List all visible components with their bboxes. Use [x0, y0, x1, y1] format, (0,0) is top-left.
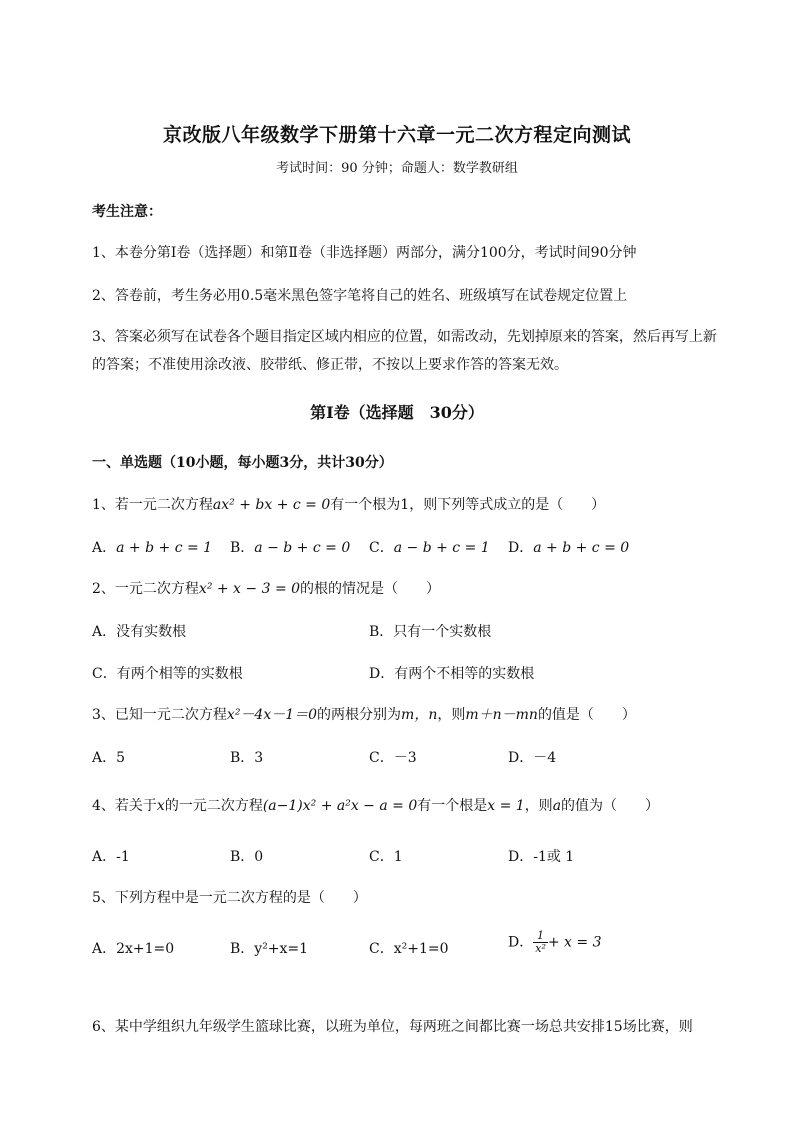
q1-option-a	[92, 537, 212, 557]
q4-option-a: A．-1	[92, 849, 130, 865]
fraction	[533, 930, 548, 955]
question-4-var2: a	[552, 798, 562, 814]
option-text: + x = 3	[547, 934, 602, 951]
question-4-mid: 的一元二次方程	[164, 798, 263, 814]
q3-option-a: A．5	[92, 750, 126, 766]
option-letter: A．	[92, 540, 117, 556]
q4-option-c: C．1	[369, 849, 403, 865]
question-3-mid2: ，则	[437, 707, 466, 723]
question-5: 5、下列方程中是一元二次方程的是（ ）	[92, 890, 367, 906]
question-3-prefix: 3、已知一元二次方程	[92, 707, 227, 723]
question-2-suffix: 的根的情况是（ ）	[300, 581, 441, 597]
question-4	[92, 795, 659, 815]
question-4-formula: (a−1)x² + a²x − a = 0	[262, 798, 418, 814]
option-text: a + b + c = 1	[116, 540, 213, 556]
q1-option-c	[369, 537, 490, 557]
question-3	[92, 704, 636, 724]
notice-item-2: 2、答卷前，考生务必用0.5毫米黑色签字笔将自己的姓名、班级填写在试卷规定位置上	[92, 288, 628, 304]
question-4-mid2: 有一个根是	[417, 798, 488, 814]
option-letter: D．	[508, 934, 534, 951]
question-2-formula: x² + x − 3 = 0	[198, 581, 301, 597]
q4-option-b: B．0	[230, 849, 264, 865]
q2-option-b: B．只有一个实数根	[369, 624, 492, 640]
question-3-expr: m＋n－mn	[465, 707, 538, 723]
question-4-suffix: 的值为（ ）	[561, 798, 660, 814]
q1-option-b	[230, 537, 350, 557]
question-1	[92, 494, 605, 514]
section-title: 第Ⅰ卷（选择题 30分）	[310, 403, 484, 422]
notice-heading: 考生注意：	[92, 204, 162, 220]
q1-option-d	[508, 537, 629, 557]
option-letter: B．	[230, 540, 255, 556]
q2-option-d: D．有两个不相等的实数根	[369, 666, 535, 682]
q2-option-a: A．没有实数根	[92, 624, 187, 640]
part-heading: 一、单选题（10小题，每小题3分，共计30分）	[92, 455, 393, 471]
option-letter: C．	[369, 540, 394, 556]
option-text: a − b + c = 1	[393, 540, 490, 556]
q5-option-b: B．y²+x=1	[230, 941, 309, 957]
option-text: a − b + c = 0	[254, 540, 351, 556]
q5-option-d	[508, 930, 601, 955]
q5-option-c: C．x²+1=0	[369, 941, 449, 957]
question-4-prefix: 4、若关于	[92, 798, 157, 814]
q2-option-c: C．有两个相等的实数根	[92, 666, 243, 682]
question-3-formula: x²－4x－1＝0	[226, 707, 318, 723]
question-6: 6、某中学组织九年级学生篮球比赛，以班为单位，每两班之间都比赛一场总共安排15场比赛，则	[92, 1019, 693, 1035]
question-1-suffix: 有一个根为1，则下列等式成立的是（ ）	[330, 497, 606, 513]
option-letter: D．	[508, 540, 534, 556]
q4-option-d: D．-1或 1	[508, 849, 575, 865]
fraction-denominator: x²	[535, 942, 546, 955]
q3-option-b: B．3	[230, 750, 264, 766]
question-2	[92, 578, 440, 598]
exam-title: 京改版八年级数学下册第十六章一元二次方程定向测试	[162, 124, 631, 146]
question-3-suffix: 的值是（ ）	[537, 707, 636, 723]
q5-option-a: A．2x+1=0	[92, 941, 175, 957]
q3-option-d: D．－4	[508, 750, 557, 766]
notice-item-3: 3、答案必须写在试卷各个题目指定区域内相应的位置，如需改动，先划掉原来的答案，然后再写上新	[92, 329, 717, 345]
question-4-var: x	[156, 798, 165, 814]
question-3-vars: m，n	[401, 707, 438, 723]
exam-subtitle: 考试时间：90 分钟；命题人：数学教研组	[276, 161, 518, 176]
q3-option-c: C．－3	[369, 750, 417, 766]
question-2-prefix: 2、一元二次方程	[92, 581, 199, 597]
question-4-root: x = 1	[487, 798, 525, 814]
fraction-numerator: 1	[533, 930, 548, 943]
question-1-formula: ax² + bx + c = 0	[212, 497, 331, 513]
option-text: a + b + c = 0	[533, 540, 630, 556]
notice-item-1: 1、本卷分第Ⅰ卷（选择题）和第Ⅱ卷（非选择题）两部分，满分100分，考试时间90分钟	[92, 245, 637, 261]
question-4-mid3: ，则	[524, 798, 553, 814]
notice-item-3-cont: 的答案；不准使用涂改液、胶带纸、修正带，不按以上要求作答的答案无效。	[92, 357, 568, 373]
question-1-prefix: 1、若一元二次方程	[92, 497, 213, 513]
question-3-mid: 的两根分别为	[317, 707, 402, 723]
